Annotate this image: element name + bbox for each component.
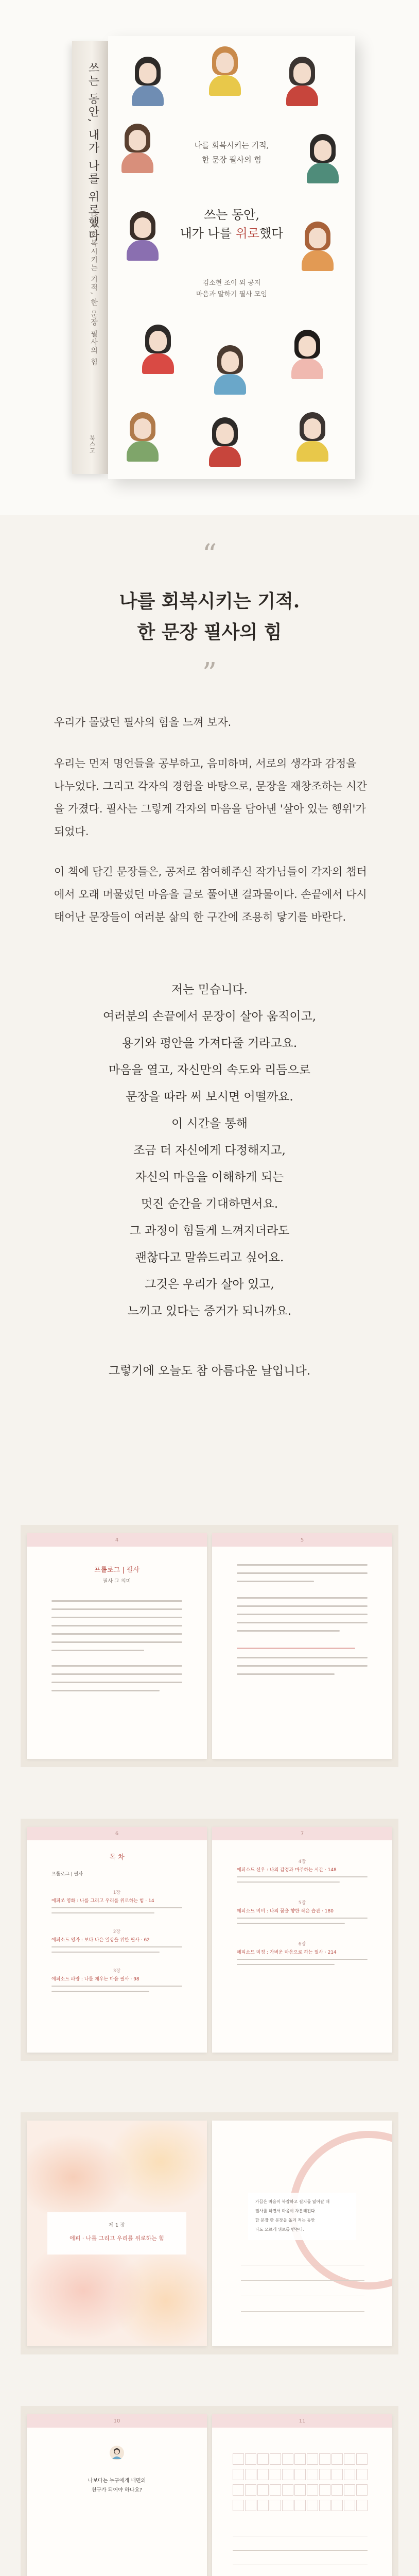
toc-detail-line — [51, 1986, 182, 1987]
toc-detail-line — [51, 1946, 182, 1947]
poem-line: 이 시간을 통해 — [171, 1117, 248, 1130]
toc-detail-line — [237, 1964, 335, 1965]
writing-line — [241, 2280, 364, 2281]
toc-detail-line — [237, 1959, 368, 1960]
close-quote-icon: ” — [202, 657, 217, 690]
writing-line — [233, 2550, 368, 2551]
grid-cell — [233, 2453, 244, 2465]
preview-page — [212, 2414, 392, 2576]
text-line — [51, 1633, 182, 1635]
text-line — [237, 1673, 335, 1675]
headline: 나를 회복시키는 기적. — [119, 590, 300, 612]
grid-cell — [270, 2500, 281, 2511]
grid-cell — [294, 2500, 306, 2511]
poem-closing-line: 그렇기에 오늘도 참 아름다운 날입니다. — [108, 1364, 311, 1378]
poem-line: 문장을 따라 써 보시면 어떨까요. — [126, 1090, 293, 1104]
poem-line: 마음을 열고, 자신만의 속도와 리듬으로 — [108, 1063, 311, 1077]
grid-cell — [319, 2453, 330, 2465]
text-line — [51, 1617, 182, 1618]
poem-line: 느끼고 있다는 증거가 되니까요. — [127, 1304, 292, 1318]
quote-text: 친구가 되어야 하나요? — [91, 2487, 143, 2493]
page-number: 11 — [299, 2418, 306, 2424]
note-line: 필사를 하면서 마음이 차분해진다. — [255, 2209, 317, 2213]
portrait-illustration — [124, 412, 162, 462]
grid-cell — [233, 2484, 244, 2496]
portrait-illustration — [283, 57, 321, 106]
spine-publisher: 북스고 — [89, 435, 96, 453]
cover-author: 김소현 조이 외 공저 — [202, 279, 261, 287]
cover-author: 마음과 말하기 필사 모임 — [196, 291, 267, 298]
grid-cell — [294, 2484, 306, 2496]
grid-cell — [282, 2500, 293, 2511]
grid-cell — [331, 2453, 343, 2465]
cover-tagline: 한 문장 필사의 힘 — [202, 155, 261, 164]
grid-cell — [245, 2469, 256, 2480]
text-line — [237, 1597, 368, 1599]
grid-cell — [294, 2453, 306, 2465]
toc-detail-line — [237, 1876, 368, 1877]
headline-section — [0, 515, 419, 711]
chapter-label: 제 1 장 — [108, 2223, 126, 2228]
book-spine — [72, 41, 108, 474]
poem-section — [0, 979, 419, 1515]
portrait-illustration — [293, 412, 331, 462]
grid-cell — [282, 2453, 293, 2465]
toc-detail-line — [51, 1952, 160, 1953]
text-line — [237, 1622, 368, 1623]
preview-page — [212, 2121, 392, 2346]
cover-title-highlight: 위로 — [235, 226, 259, 241]
description-paragraph: 우리가 몰랐던 필사의 힘을 느껴 보자. — [54, 716, 232, 728]
toc-chapter-number: 6장 — [298, 1942, 306, 1947]
cover-title — [108, 225, 355, 242]
preview-spread-toc — [21, 1819, 398, 2061]
note-line: 나도 모르게 위로를 받는다. — [255, 2227, 305, 2232]
note-line: 한 문장 한 문장을 옮겨 적는 동안 — [255, 2218, 315, 2223]
toc-entry: 프롤로그 | 필사 — [51, 1872, 83, 1877]
text-line — [237, 1572, 368, 1574]
preview-spread-chapter — [21, 2112, 398, 2354]
toc-chapter-number: 5장 — [298, 1901, 306, 1906]
preview-page — [27, 2121, 207, 2346]
portrait-illustration — [206, 417, 244, 467]
grid-cell — [307, 2500, 318, 2511]
poem-line: 용기와 평안을 가져다줄 거라고요. — [121, 1037, 298, 1050]
preview-page — [27, 1533, 207, 1759]
quote-text: 나보다는 누구에게 내면의 — [88, 2478, 146, 2484]
text-line — [51, 1690, 160, 1691]
grid-cell — [294, 2469, 306, 2480]
cover-title-part: 했다 — [259, 226, 284, 241]
cover-section — [0, 0, 419, 515]
toc-detail-line — [237, 1923, 345, 1924]
chapter-note-box — [248, 2193, 356, 2240]
book-mockup — [72, 36, 360, 479]
toc-chapter-number: 1장 — [113, 1890, 121, 1895]
highlight-line — [237, 1648, 355, 1649]
grid-cell — [307, 2453, 318, 2465]
page-number: 7 — [300, 1831, 304, 1837]
grid-cell — [344, 2500, 355, 2511]
grid-cell — [307, 2469, 318, 2480]
text-line — [51, 1673, 182, 1675]
spine-subtitle: 나를 회복시키는 기적, 한 문장 필사의 힘 — [90, 211, 98, 367]
grid-cell — [319, 2484, 330, 2496]
grid-cell — [331, 2484, 343, 2496]
poem-line: 저는 믿습니다. — [171, 983, 248, 996]
text-line — [51, 1650, 144, 1651]
spine-title: 쓰는 동안, 내가 나를 위로했다 — [86, 62, 99, 242]
grid-cell — [356, 2469, 368, 2480]
text-line — [237, 1581, 314, 1582]
toc-chapter-number: 2장 — [113, 1929, 121, 1935]
prologue-subheading: 필사 그 의미 — [102, 1579, 131, 1584]
toc-chapter-title: 에피소드 영자 : 보다 나은 일상을 위한 필사 · 62 — [51, 1938, 150, 1943]
grid-cell — [257, 2500, 269, 2511]
text-line — [237, 1630, 340, 1632]
poem-line: 그 과정이 힘들게 느껴지더라도 — [129, 1224, 290, 1238]
grid-cell — [307, 2484, 318, 2496]
chapter-title: 에피 · 나를 그리고 우리를 위로하는 힘 — [69, 2235, 164, 2242]
page-number: 5 — [300, 1537, 304, 1543]
toc-detail-line — [237, 1918, 368, 1919]
toc-chapter-title: 에피소드 파랑 : 나를 채우는 마음 필사 · 98 — [51, 1977, 139, 1982]
text-line — [237, 1657, 368, 1658]
text-line — [237, 1614, 368, 1615]
poem-line: 그것은 우리가 살아 있고, — [145, 1278, 274, 1291]
grid-cell — [282, 2484, 293, 2496]
poem-line: 괜찮다고 말씀드리고 싶어요. — [135, 1251, 284, 1264]
preview-spread-writing — [21, 2406, 398, 2576]
text-line — [51, 1600, 182, 1602]
poem-line: 자신의 마음을 이해하게 되는 — [135, 1171, 284, 1184]
portrait-illustration — [288, 330, 326, 379]
portrait-illustration — [211, 345, 249, 395]
cover-tagline: 나를 회복시키는 기적, — [194, 141, 269, 150]
grid-cell — [257, 2453, 269, 2465]
toc-chapter-title: 에피소드 미정 : 가벼운 마음으로 하는 필사 · 214 — [237, 1950, 337, 1955]
text-line — [237, 1564, 368, 1566]
cover-title-part: 내가 나를 — [180, 226, 236, 241]
text-line — [237, 1605, 368, 1607]
portrait-illustration — [129, 57, 167, 106]
grid-cell — [282, 2469, 293, 2480]
chapter-title-box — [47, 2212, 186, 2255]
grid-cell — [331, 2469, 343, 2480]
poem-line: 여러분의 손끝에서 문장이 살아 움직이고, — [102, 1010, 317, 1023]
note-line: 가끔은 마음이 복잡하고 길지를 잃어갈 때 — [255, 2199, 330, 2204]
grid-cell — [257, 2469, 269, 2480]
grid-cell — [233, 2500, 244, 2511]
preview-page — [27, 2414, 207, 2576]
grid-cell — [356, 2453, 368, 2465]
text-line — [51, 1608, 182, 1610]
grid-cell — [270, 2453, 281, 2465]
grid-cell — [344, 2469, 355, 2480]
text-line — [51, 1682, 182, 1683]
preview-page — [212, 1827, 392, 2053]
portrait-illustration — [206, 46, 244, 96]
grid-cell — [270, 2484, 281, 2496]
grid-cell — [270, 2469, 281, 2480]
toc-chapter-number: 3장 — [113, 1969, 121, 1974]
grid-cell — [344, 2453, 355, 2465]
description-paragraph: 우리는 먼저 명언들을 공부하고, 음미하며, 서로의 생각과 감정을 나누었다. 그리고 각자의 경험을 바탕으로, 문장을 재창조하는 시간을 가졌다. 필사는 그렇게 각자의 마음을 담아낸 '살아 있는 행위'가 되었다. — [54, 757, 367, 838]
grid-cell — [319, 2500, 330, 2511]
toc-chapter-title: 에피소드 선우 : 나의 감정과 마주하는 시간 · 148 — [237, 1868, 337, 1873]
toc-detail-line — [51, 1912, 154, 1913]
writing-grid[interactable] — [233, 2433, 372, 2576]
toc-detail-line — [51, 1991, 149, 1992]
description-paragraph: 이 책에 담긴 문장들은, 공저로 참여해주신 작가님들이 각자의 챕터에서 오래 머물렀던 마음을 글로 풀어낸 결과물이다. 손끝에서 다시 태어난 문장들이 여러분 삶의 한 구간에 조용히 닿기를 바란다. — [54, 866, 367, 923]
portrait-illustration — [139, 325, 177, 374]
grid-cell — [356, 2484, 368, 2496]
cover-title: 쓰는 동안, — [204, 208, 259, 222]
grid-cell — [245, 2500, 256, 2511]
toc-detail-line — [237, 1882, 340, 1883]
grid-cell — [356, 2500, 368, 2511]
grid-cell — [331, 2500, 343, 2511]
grid-cell — [233, 2469, 244, 2480]
toc-chapter-title: 에피쏘 영화 : 나를 그리고 우리를 위로하는 힘 · 14 — [51, 1899, 154, 1904]
toc-heading: 목 차 — [109, 1854, 125, 1861]
book-front-cover — [108, 36, 355, 479]
author-avatar-icon — [109, 2445, 125, 2461]
description-section — [0, 711, 419, 979]
prologue-heading: 프롤로그 | 필사 — [94, 1566, 139, 1574]
writing-line — [241, 2311, 364, 2312]
poem-line: 조금 더 자신에게 다정해지고, — [133, 1144, 286, 1157]
preview-page — [27, 1827, 207, 2053]
text-line — [237, 1665, 368, 1667]
toc-detail-line — [51, 1907, 182, 1908]
toc-chapter-number: 4장 — [298, 1859, 306, 1865]
grid-cell — [245, 2484, 256, 2496]
grid-cell — [344, 2484, 355, 2496]
text-line — [51, 1665, 182, 1667]
previews-section — [0, 1525, 419, 2576]
open-quote-icon: “ — [202, 538, 217, 572]
preview-spread-prologue — [21, 1525, 398, 1767]
page-number: 6 — [115, 1831, 119, 1837]
grid-cell — [245, 2453, 256, 2465]
text-line — [51, 1641, 182, 1643]
text-line — [51, 1625, 182, 1626]
page-number: 4 — [115, 1537, 119, 1543]
headline: 한 문장 필사의 힘 — [137, 621, 282, 643]
toc-chapter-title: 에피소드 비비 : 나의 꿈을 향한 작은 습관 · 180 — [237, 1909, 334, 1914]
poem-line: 멋진 순간을 기대하면서요. — [141, 1197, 278, 1211]
grid-cell — [257, 2484, 269, 2496]
page-number: 10 — [113, 2418, 120, 2424]
preview-page — [212, 1533, 392, 1759]
grid-cell — [319, 2469, 330, 2480]
